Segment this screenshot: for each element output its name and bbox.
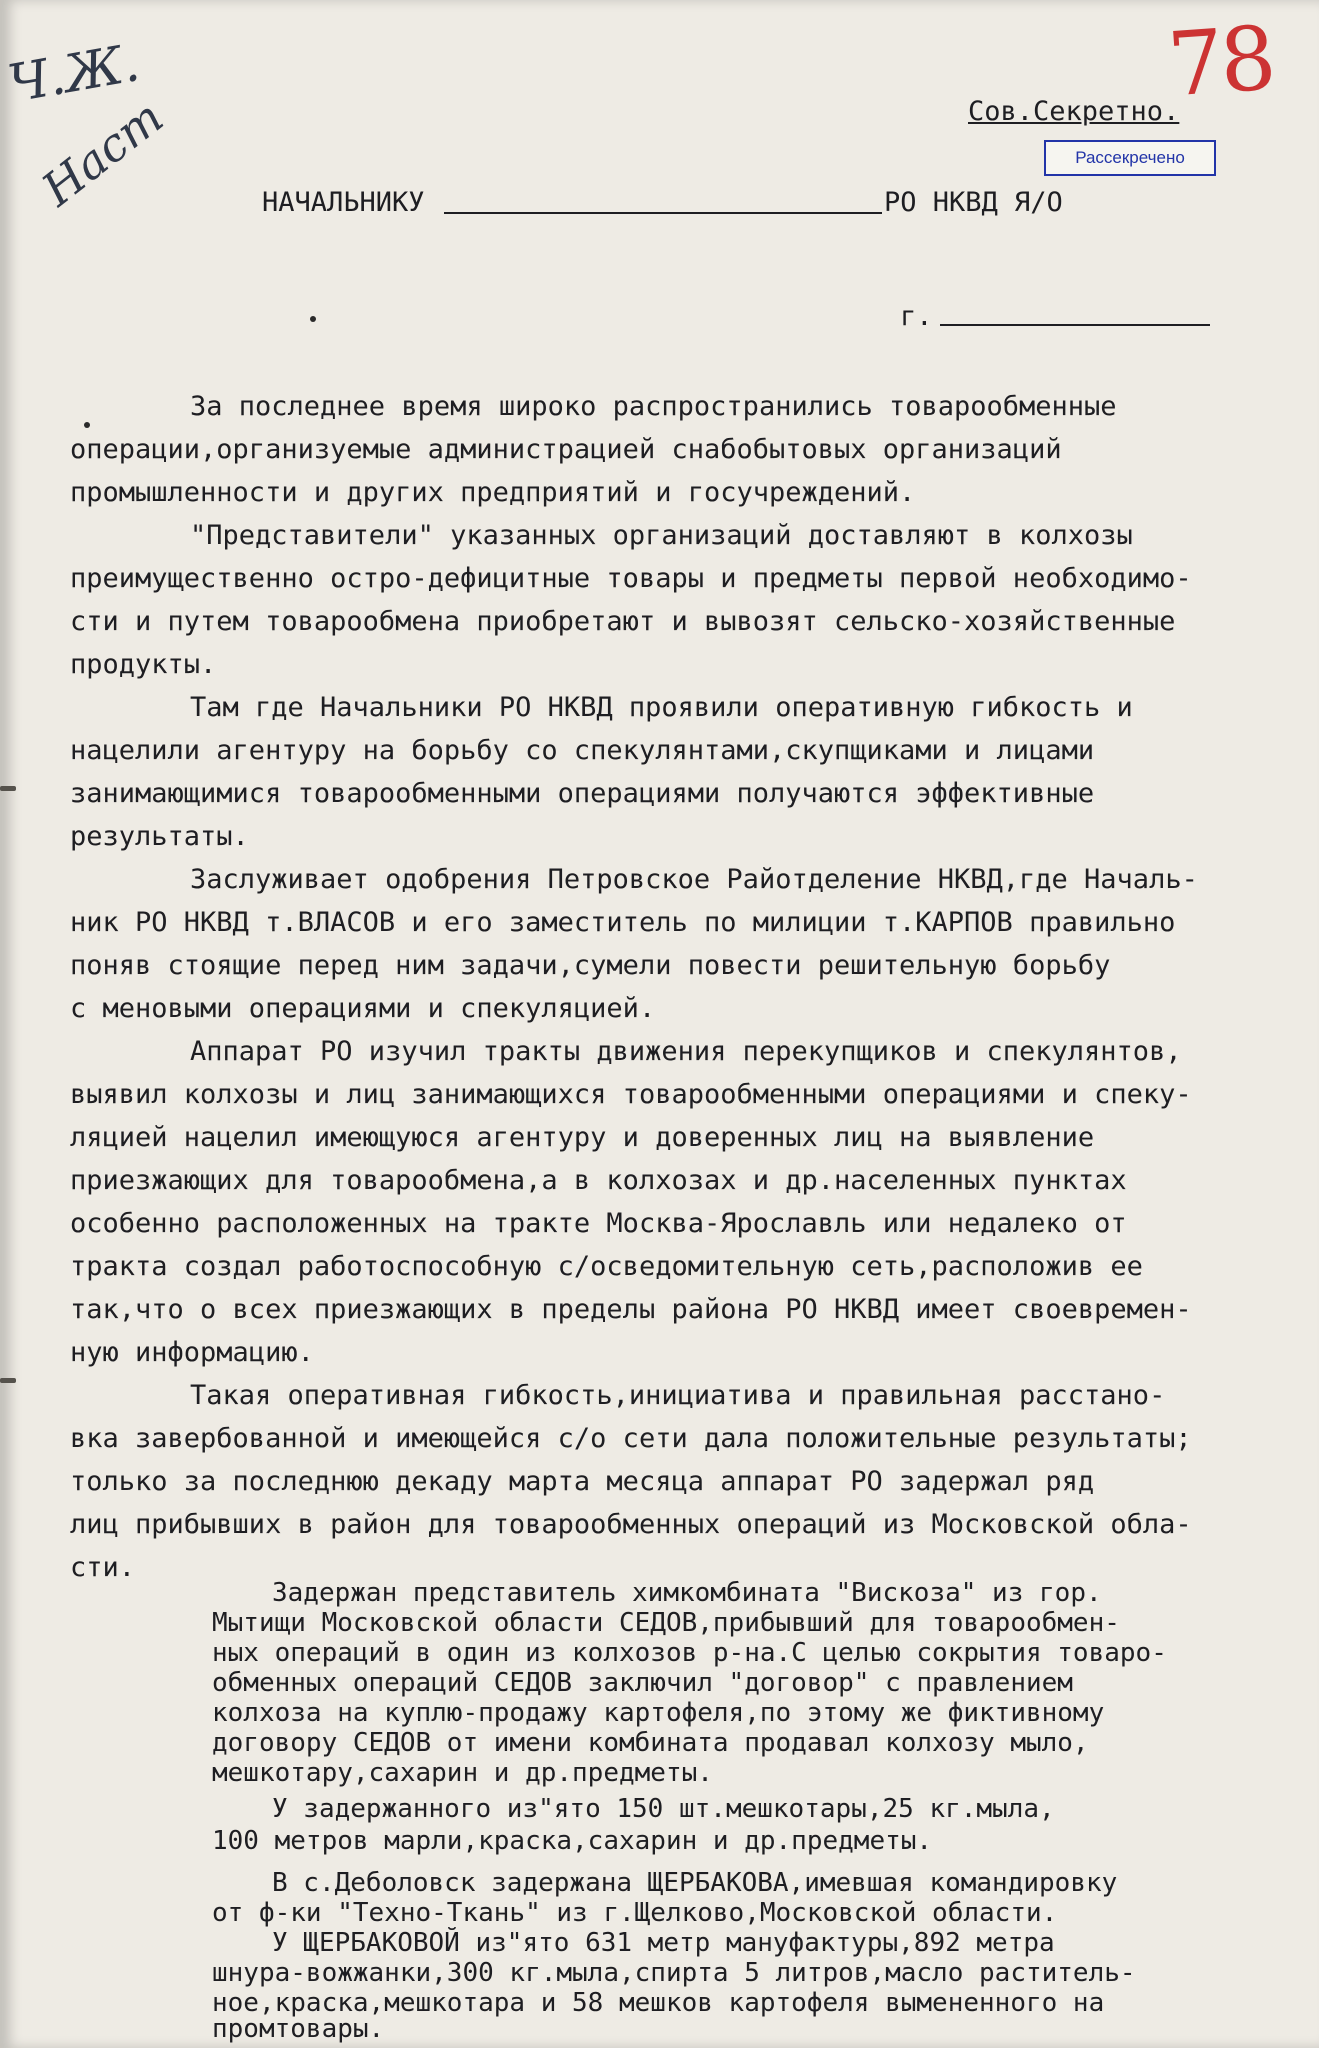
case-line: колхоза на куплю-продажу картофеля,по этому же фиктивному	[212, 1698, 1105, 1728]
case-line: 100 метров марли,краска,сахарин и др.предметы.	[212, 1826, 933, 1856]
case-line: промтовары.	[212, 2014, 385, 2044]
ink-dot	[310, 316, 316, 322]
case-line: мешкотару,сахарин и др.предметы.	[212, 1758, 713, 1788]
body-line: сти и путем товарообмена приобретают и вывозят сельско-хозяйственные	[70, 606, 1176, 637]
addressee-blank-line	[444, 212, 882, 214]
punch-mark	[0, 786, 16, 791]
body-line: сти.	[70, 1552, 136, 1583]
case-line: ное,краска,мешкотара и 58 мешков картофеля вымененного на	[212, 1988, 1105, 2018]
body-line: преимущественно остро-дефицитные товары и предметы первой необходимо-	[70, 563, 1192, 594]
body-line: нацелили агентуру на борьбу со спекулянтами,скупщиками и лицами	[70, 735, 1095, 766]
body-line: особенно расположенных на тракте Москва-Ярославль или недалеко от	[70, 1208, 1127, 1239]
classification-label: Сов.Секретно.	[968, 96, 1180, 127]
city-blank-line	[940, 324, 1210, 326]
body-line: ную информацию.	[70, 1337, 314, 1368]
body-line: так,что о всех приезжающих в пределы района РО НКВД имеет своевремен-	[70, 1294, 1192, 1325]
body-line: ляцией нацелил имеющуюся агентуру и доверенных лиц на выявление	[70, 1122, 1095, 1153]
body-line: операции,организуемые администрацией снабобытовых организаций	[70, 434, 1062, 465]
case-line: У задержанного из"ято 150 шт.мешкотары,25 кг.мыла,	[272, 1794, 1055, 1824]
handwritten-signature: Наст	[31, 89, 174, 217]
handwritten-initials: Ч.Ж.	[3, 33, 144, 115]
case-line: шнура-вожжанки,300 кг.мыла,спирта 5 литров,масло раститель-	[212, 1958, 1136, 1988]
case-line: Задержан представитель химкомбината "Вискоза" из гор.	[272, 1578, 1102, 1608]
page-number: 78	[1164, 6, 1276, 117]
body-line: лиц прибывших в район для товарообменных операций из Московской обла-	[70, 1509, 1192, 1540]
case-line: от ф-ки "Техно-Ткань" из г.Щелково,Московской области.	[212, 1898, 1058, 1928]
case-line: договору СЕДОВ от имени комбината продавал колхозу мыло,	[212, 1728, 1089, 1758]
body-line: занимающимися товарообменными операциями получаются эффективные	[70, 778, 1095, 809]
body-line: приезжающих для товарообмена,а в колхозах и др.населенных пунктах	[70, 1165, 1127, 1196]
case-line: обменных операций СЕДОВ заключил "договор" с правлением	[212, 1668, 1073, 1698]
body-line: только за последнюю декаду марта месяца аппарат РО задержал ряд	[70, 1466, 1095, 1497]
body-line: Такая оперативная гибкость,инициатива и правильная расстано-	[190, 1380, 1166, 1411]
case-line: В с.Деболовск задержана ЩЕРБАКОВА,имевшая командировку	[272, 1868, 1118, 1898]
body-line: результаты.	[70, 821, 249, 852]
body-line: Там где Начальники РО НКВД проявили оперативную гибкость и	[190, 692, 1133, 723]
body-line: Аппарат РО изучил тракты движения перекупщиков и спекулянтов,	[190, 1036, 1182, 1067]
punch-mark	[0, 1378, 16, 1383]
city-prefix: г.	[900, 301, 933, 332]
case-line: У ЩЕРБАКОВОЙ из"ято 631 метр мануфактуры,892 метра	[272, 1928, 1055, 1958]
addressee-suffix: РО НКВД Я/О	[884, 187, 1063, 218]
case-line: ных операций в один из колхозов р-на.С целью сокрытия товаро-	[212, 1638, 1167, 1668]
body-line: тракта создал работоспособную с/осведомительную сеть,расположив ее	[70, 1251, 1143, 1282]
body-line: Заслуживает одобрения Петровское Райотделение НКВД,где Началь-	[190, 864, 1198, 895]
body-line: вка завербованной и имеющейся с/о сети дала положительные результаты;	[70, 1423, 1192, 1454]
body-line: ник РО НКВД т.ВЛАСОВ и его заместитель по милиции т.КАРПОВ правильно	[70, 907, 1176, 938]
body-line: поняв стоящие перед ним задачи,сумели повести решительную борьбу	[70, 950, 1111, 981]
declassified-stamp: Рассекречено	[1044, 140, 1216, 176]
body-line: продукты.	[70, 649, 217, 680]
body-line: с меновыми операциями и спекуляцией.	[70, 993, 656, 1024]
body-line: "Представители" указанных организаций доставляют в колхозы	[190, 520, 1133, 551]
body-line: промышленности и других предприятий и госучреждений.	[70, 477, 916, 508]
body-line: За последнее время широко распространились товарообменные	[190, 391, 1117, 422]
ink-dot	[84, 422, 90, 428]
body-line: выявил колхозы и лиц занимающихся товарообменными операциями и спеку-	[70, 1079, 1192, 1110]
case-line: Мытищи Московской области СЕДОВ,прибывший для товарообмен-	[212, 1608, 1120, 1638]
addressee-prefix: НАЧАЛЬНИКУ	[262, 187, 425, 218]
